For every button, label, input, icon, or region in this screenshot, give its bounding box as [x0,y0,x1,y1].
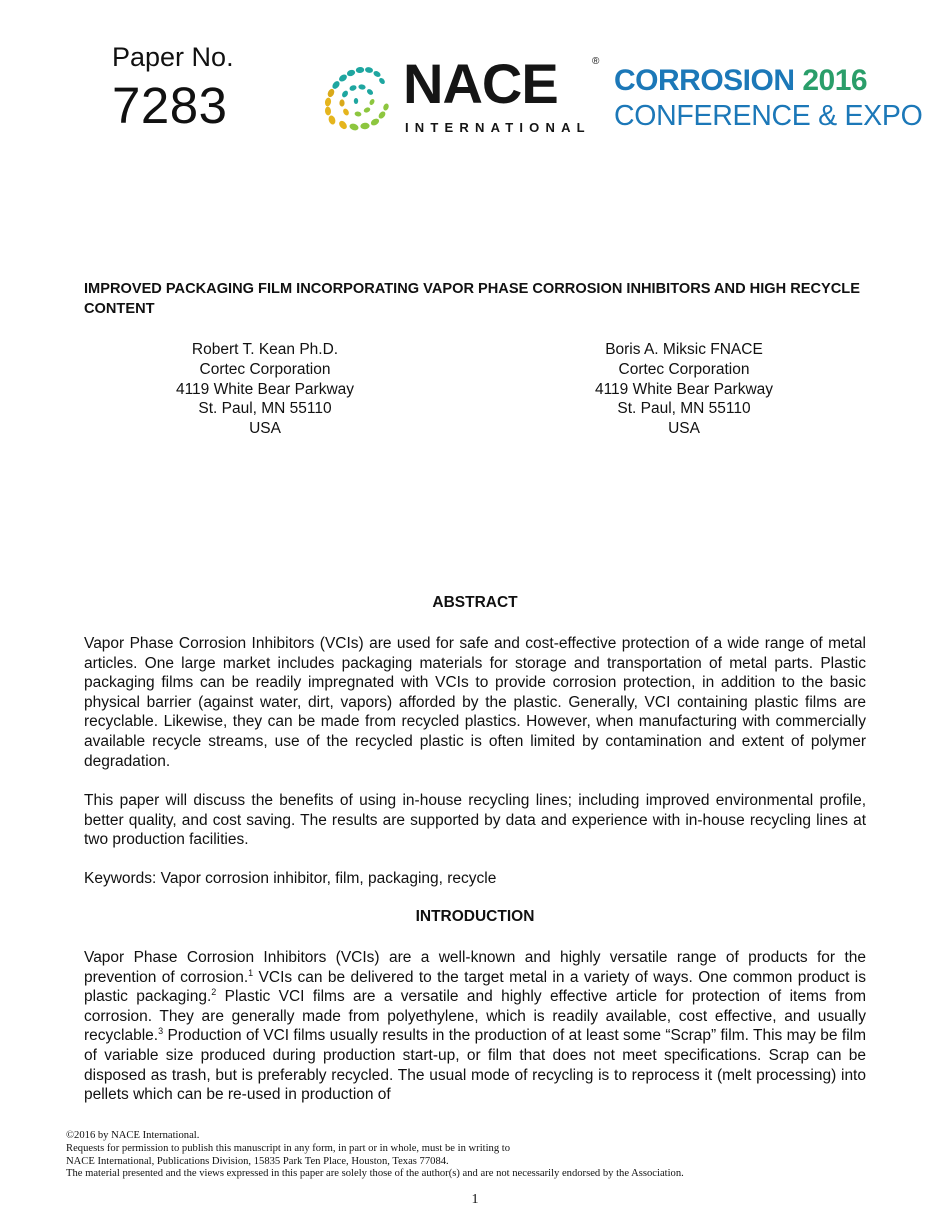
citation-ref: 3 [158,1026,164,1037]
author-city: St. Paul, MN 55110 [198,400,332,418]
footer-address: NACE International, Publications Division, 15835 Park Ten Place, Houston, Texas 77084. [66,1155,449,1167]
nace-subtitle: INTERNATIONAL [405,120,591,135]
nace-emblem-icon [322,62,398,134]
conference-subtitle: CONFERENCE & EXPO [614,100,923,132]
introduction-paragraph [84,948,866,1105]
citation-ref: 1 [248,967,254,978]
author-street: 4119 White Bear Parkway [175,380,355,398]
citation-ref: 2 [211,987,217,998]
abstract-paragraph-1: Vapor Phase Corrosion Inhibitors (VCIs) are used for safe and cost-effective protection of a wide range of metal articles. One large market includes packaging materials for storage and transportation of metal parts. Plastic packaging films can be readily impregnated with VCIs to provide corrosion protection, in addition to the basic physical barrier (against water, dirt, vapors) afforded by the plastic. Generally, VCI containing plastic films are recyclable. Likewise, they can be made from recycled plastics. However, when manufacturing with commercially available recycle streams, use of the recycled plastic is often limited by contamination and extent of polymer degradation. [84,635,866,770]
author-organization: Cortec Corporation [618,360,750,378]
conference-title-line [614,66,922,96]
footer-permission: Requests for permission to publish this manuscript in any form, in part or in whole, must be in writing to [66,1142,511,1154]
abstract-heading: ABSTRACT [432,594,518,611]
footer [66,1130,886,1181]
paper-number-block [112,42,234,134]
intro-text-3: Plastic VCI films are a versatile and highly effective article for protection of items from corrosion. They are generally made from polyethylene, which is readily available, cost effective, and usually recyclable. [84,988,866,1045]
paper-title: IMPROVED PACKAGING FILM INCORPORATING VAPOR PHASE CORROSION INHIBITORS AND HIGH RECYCLE CONTENT [84,281,860,317]
intro-text-2: VCIs can be delivered to the target metal in a variety of ways. One common product is plastic packaging. [84,968,867,1006]
intro-text-4: Production of VCI films usually results in the production of at least some “Scrap” film. This may be film of variable size produced during production start-up, or film that does not meet specifications. Scrap can be disposed as trash, but is preferably recycled. The usual mode of recycling is to reprocess it (melt processing) into pellets which can be re-used in production of [84,1027,866,1104]
conference-year: 2016 [802,64,868,97]
nace-logo [322,52,612,138]
author-block [554,340,814,439]
author-block [135,340,395,439]
author-name: Robert T. Kean Ph.D. [191,341,339,358]
author-country: USA [668,420,700,438]
author-country: USA [249,420,281,438]
paper-number-label: Paper No. [112,42,234,72]
conference-name: CORROSION [614,64,795,97]
author-name: Boris A. Miksic FNACE [605,341,763,358]
page-number: 1 [471,1192,479,1207]
footer-disclaimer: The material presented and the views expressed in this paper are solely those of the author(s) and are not necessarily endorsed by the Association. [66,1168,684,1180]
author-organization: Cortec Corporation [199,360,331,378]
registered-mark: ® [592,56,600,67]
abstract-paragraph-2: This paper will discuss the benefits of using in-house recycling lines; including improved environmental profile, better quality, and cost saving. The results are supported by data and experience with in-house recycling lines at two production facilities. [84,792,866,849]
author-street: 4119 White Bear Parkway [594,380,774,398]
conference-logo [614,66,922,131]
nace-wordmark: NACE [403,52,558,115]
author-city: St. Paul, MN 55110 [617,400,751,418]
keywords: Keywords: Vapor corrosion inhibitor, film, packaging, recycle [84,870,497,887]
paper-number: 7283 [112,77,228,134]
introduction-heading: INTRODUCTION [415,908,535,925]
footer-copyright: ©2016 by NACE International. [66,1130,200,1141]
intro-text-1: Vapor Phase Corrosion Inhibitors (VCIs) are a well-known and highly versatile range of products for the prevention of corrosion. [84,949,866,986]
